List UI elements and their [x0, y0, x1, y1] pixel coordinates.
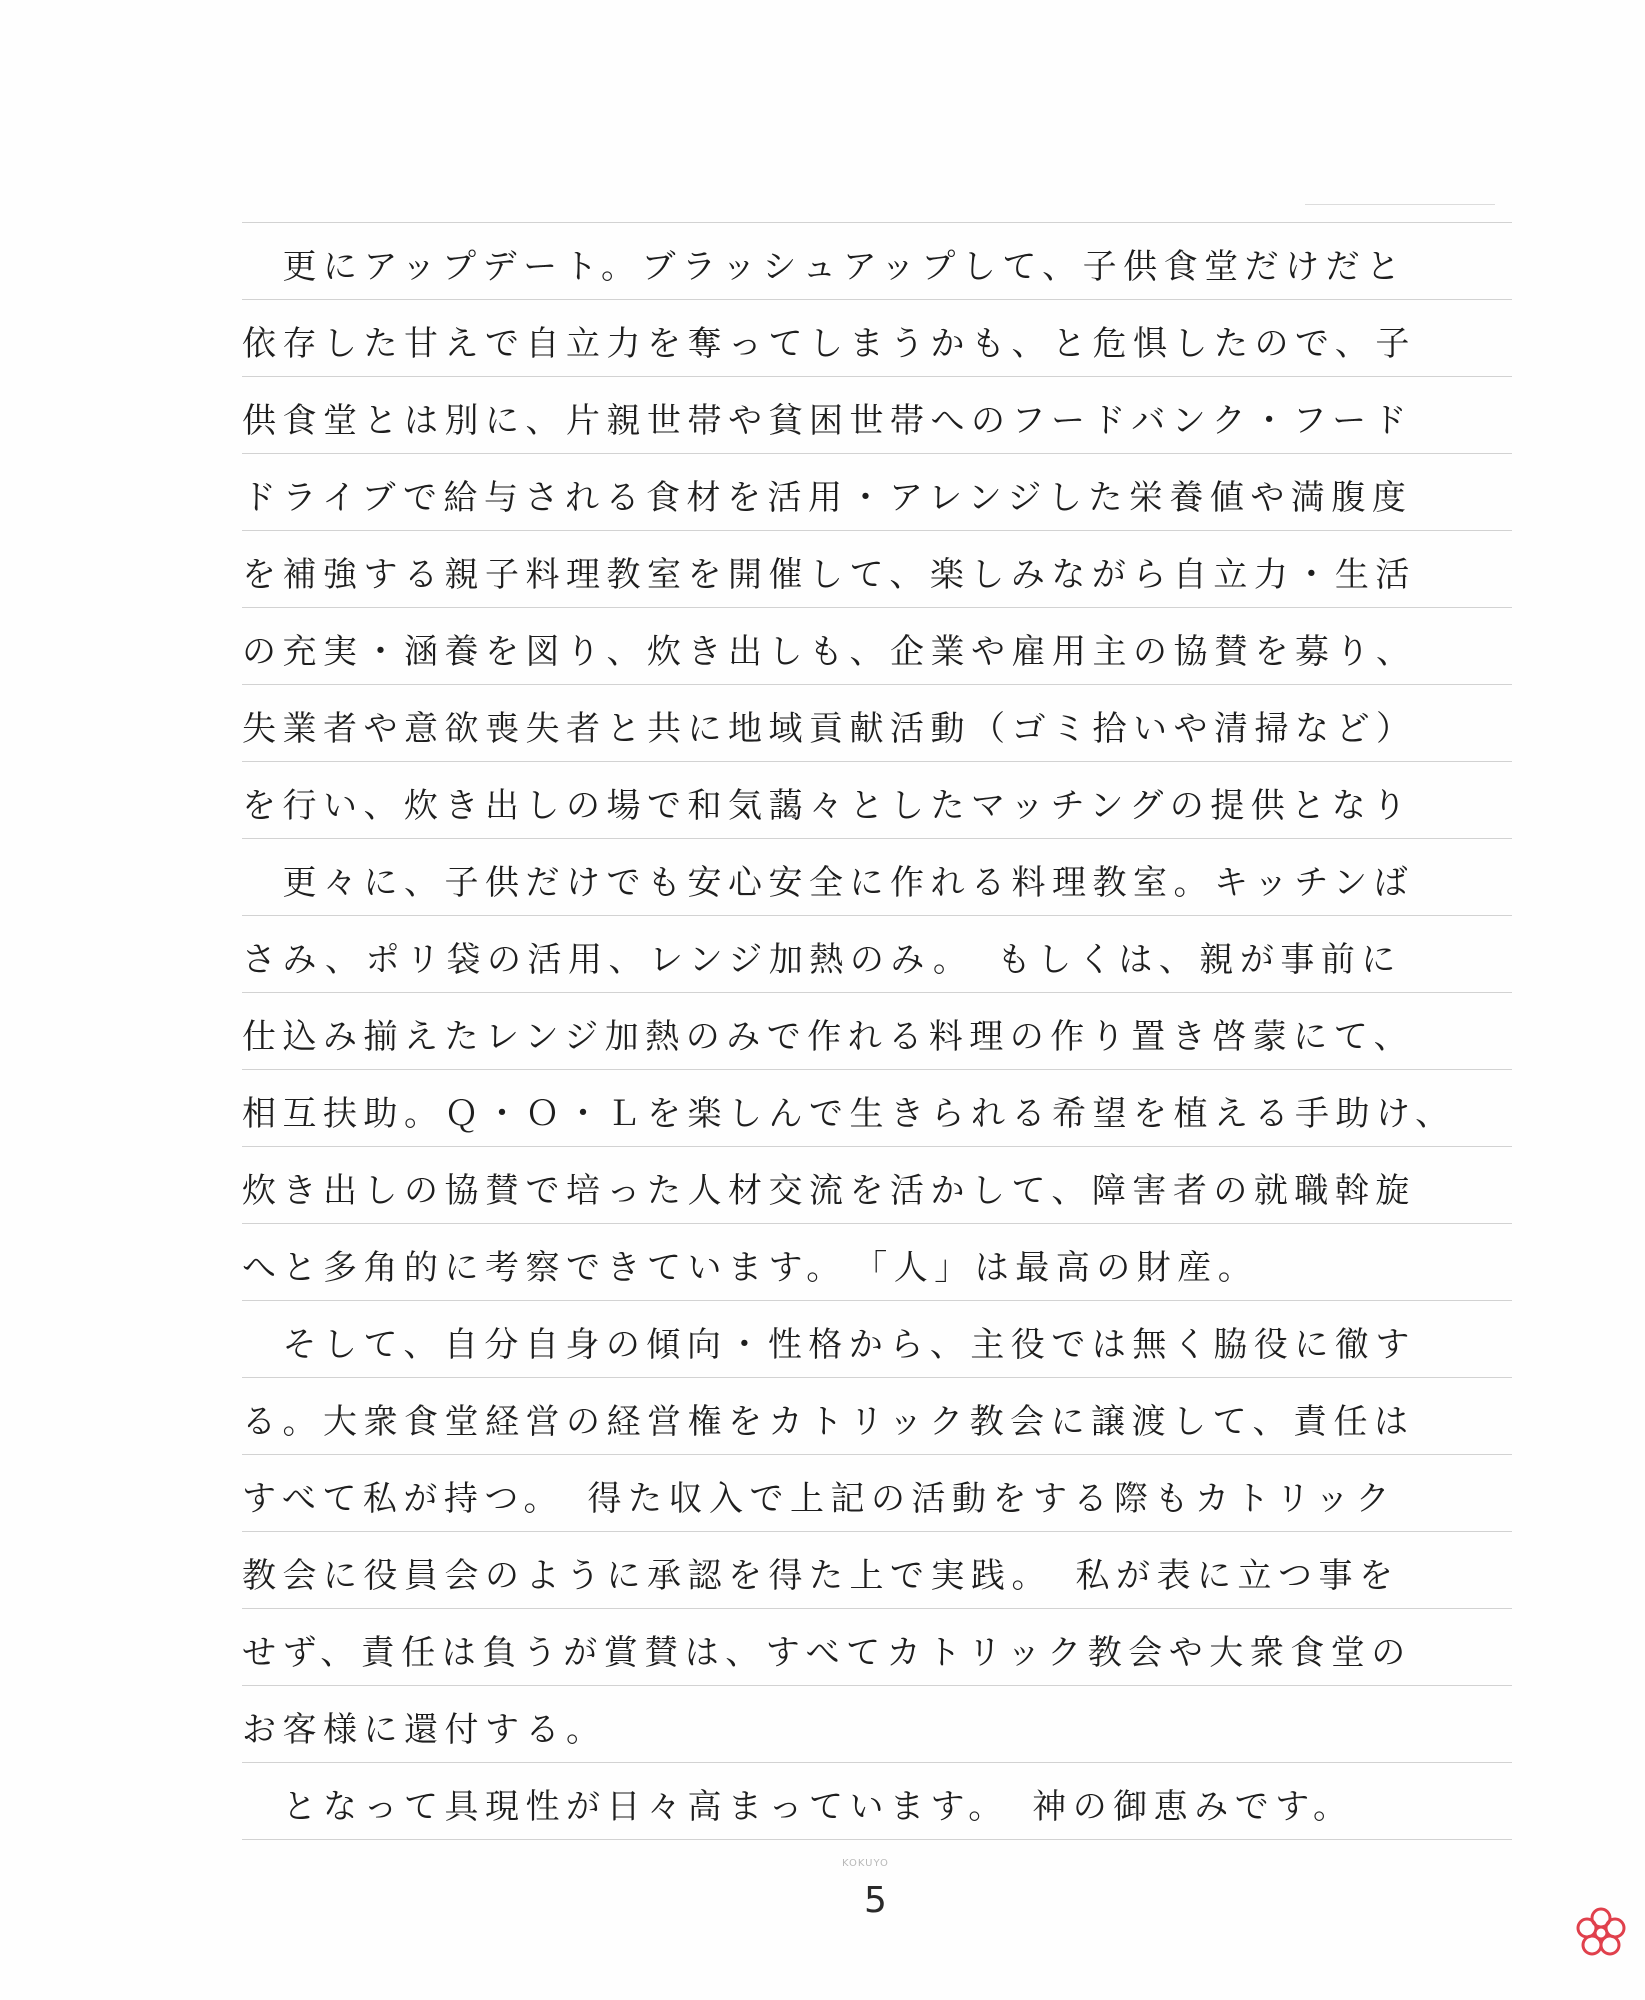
ruled-line: [242, 453, 1512, 454]
text-line-18: 教会に役員会のように承認を得た上で実践。 私が表に立つ事を: [242, 1556, 1400, 1596]
text-line-11: 仕込み揃えたレンジ加熱のみで作れる料理の作り置き啓蒙にて、: [242, 1017, 1415, 1057]
text-line-10: さみ、ポリ袋の活用、レンジ加熱のみ。 もしくは、親が事前に: [242, 940, 1402, 980]
ruled-line: [242, 607, 1512, 608]
text-line-2: 依存した甘えで自立力を奪ってしまうかも、と危惧したので、子: [242, 324, 1416, 364]
text-line-6: の充実・涵養を図り、炊き出しも、企業や雇用主の協賛を募り、: [242, 632, 1417, 672]
ruled-line: [242, 1454, 1512, 1455]
ruled-line: [242, 761, 1512, 762]
text-line-21: となって具現性が日々高まっています。 神の御恵みです。: [242, 1787, 1354, 1827]
ruled-line: [242, 1223, 1512, 1224]
text-line-13: 炊き出しの協賛で培った人材交流を活かして、障害者の就職斡旋: [242, 1171, 1416, 1211]
ruled-line: [242, 299, 1512, 300]
ruled-line: [242, 1608, 1512, 1609]
ruled-line: [242, 915, 1512, 916]
ruled-line: [242, 1531, 1512, 1532]
ruled-line: [242, 1069, 1512, 1070]
text-line-3: 供食堂とは別に、片親世帯や貧困世帯へのフードバンク・フード: [242, 401, 1414, 441]
text-line-8: を行い、炊き出しの場で和気藹々としたマッチングの提供となり: [242, 786, 1413, 826]
ruled-line: [242, 376, 1512, 377]
text-line-1: 更にアップデート。ブラッシュアップして、子供食堂だけだと: [242, 247, 1407, 287]
text-line-15: そして、自分自身の傾向・性格から、主役では無く脇役に徹す: [242, 1325, 1416, 1365]
ruled-line: [242, 1685, 1512, 1686]
text-line-12: 相互扶助。Ｑ・Ｏ・Ｌを楽しんで生きられる希望を植える手助け、: [242, 1094, 1456, 1134]
page-number: 5: [864, 1880, 887, 1921]
ruled-line: [242, 838, 1512, 839]
ruled-line: [242, 1300, 1512, 1301]
text-line-5: を補強する親子料理教室を開催して、楽しみながら自立力・生活: [242, 555, 1416, 595]
header-rule: [1305, 204, 1495, 205]
flower-stamp-icon: [1572, 1904, 1630, 1962]
ruled-line: [242, 1146, 1512, 1147]
text-line-20: お客様に還付する。: [242, 1710, 607, 1750]
text-line-14: へと多角的に考察できています。 「人」は最高の財産。: [242, 1248, 1259, 1288]
ruled-line: [242, 1839, 1512, 1840]
ruled-line: [242, 1377, 1512, 1378]
text-line-4: ドライブで給与される食材を活用・アレンジした栄養値や満腹度: [242, 478, 1413, 518]
text-line-7: 失業者や意欲喪失者と共に地域貢献活動（ゴミ拾いや清掃など）: [242, 709, 1417, 749]
ruled-line: [242, 1762, 1512, 1763]
ruled-line: [242, 992, 1512, 993]
text-line-19: せず、責任は負うが賞賛は、すべてカトリック教会や大衆食堂の: [242, 1633, 1412, 1673]
ruled-line: [242, 530, 1512, 531]
brand-label: KOKUYO: [842, 1858, 889, 1869]
ruled-line: [242, 222, 1512, 223]
text-line-17: すべて私が持つ。 得た収入で上記の活動をする際もカトリック: [242, 1479, 1397, 1519]
text-line-9: 更々に、子供だけでも安心安全に作れる料理教室。キッチンば: [242, 863, 1415, 903]
ruled-line: [242, 684, 1512, 685]
text-line-16: る。大衆食堂経営の経営権をカトリック教会に譲渡して、責任は: [242, 1402, 1415, 1442]
